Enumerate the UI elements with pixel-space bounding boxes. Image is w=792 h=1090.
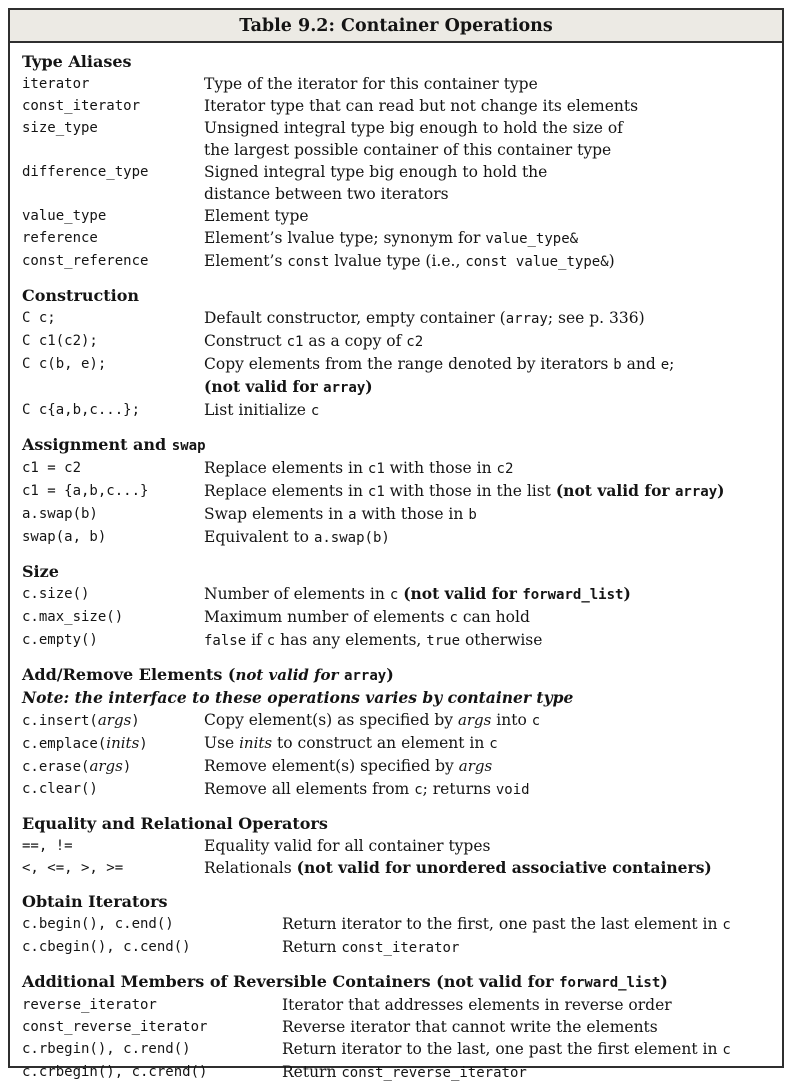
table-row — [22, 117, 770, 161]
operation-description: Equality valid for all container types — [204, 837, 491, 855]
section-rows — [22, 73, 770, 273]
operation-code: C c(b, e); — [22, 356, 107, 372]
table-body — [10, 43, 782, 1090]
operation-code: c.max_size() — [22, 609, 124, 625]
operation-code: C c1(c2); — [22, 333, 98, 349]
operation-description: Return iterator to the last, one past the first element in c — [282, 1040, 731, 1058]
table-row — [22, 857, 770, 879]
section-rows — [22, 457, 770, 549]
table-row — [22, 1061, 770, 1084]
section-rows — [22, 913, 770, 959]
table-row — [22, 250, 770, 273]
section-rows — [22, 994, 770, 1084]
operation-description: Element type — [204, 207, 309, 225]
operation-code: value_type — [22, 208, 107, 224]
operation-description: Use inits to construct an element in c — [204, 734, 498, 752]
operation-description: Return const_iterator — [282, 938, 460, 956]
operation-code: <, <=, >, >= — [22, 860, 124, 876]
operation-description: Number of elements in c (not valid for forward_list) — [204, 584, 631, 603]
operation-description: Signed integral type big enough to hold the distance between two iterators — [204, 163, 548, 203]
operation-description: Iterator type that can read but not change its elements — [204, 97, 639, 115]
operation-description: Default constructor, empty container (array; see p. 336) — [204, 309, 645, 327]
operation-code: difference_type — [22, 164, 149, 180]
section-construction — [22, 285, 770, 422]
table-row — [22, 583, 770, 606]
operation-code: const_reverse_iterator — [22, 1019, 208, 1035]
section-size — [22, 561, 770, 652]
section-heading: Add/Remove Elements (not valid for array) — [22, 665, 394, 684]
operation-description: Return const_reverse_iterator — [282, 1063, 527, 1081]
section-add-remove-elements-not-valid-for-array — [22, 664, 770, 801]
table-row — [22, 526, 770, 549]
table-row — [22, 1038, 770, 1061]
operation-code: c.begin(), c.end() — [22, 916, 174, 932]
table-title: Table 9.2: Container Operations — [10, 10, 782, 43]
table-row — [22, 307, 770, 330]
operation-code: c1 = {a,b,c...} — [22, 483, 149, 499]
table-row — [22, 913, 770, 936]
operation-description: Reverse iterator that cannot write the elements — [282, 1018, 658, 1036]
table-row — [22, 629, 770, 652]
operation-code: c.cbegin(), c.cend() — [22, 939, 191, 955]
operation-code: c.erase(args) — [22, 757, 132, 775]
operation-code: size_type — [22, 120, 98, 136]
operation-code: swap(a, b) — [22, 529, 107, 545]
operation-description: Copy elements from the range denoted by iterators b and e; (not valid for array) — [204, 355, 675, 396]
table-row — [22, 205, 770, 227]
section-rows — [22, 307, 770, 422]
section-heading: Construction — [22, 286, 140, 305]
operation-description: Replace elements in c1 with those in the list (not valid for array) — [204, 481, 725, 500]
operation-code: C c; — [22, 310, 56, 326]
table-row — [22, 330, 770, 353]
table-row — [22, 732, 770, 755]
operation-description: Remove all elements from c; returns void — [204, 780, 530, 798]
table-row — [22, 606, 770, 629]
section-rows — [22, 687, 770, 801]
operation-description: Return iterator to the first, one past the last element in c — [282, 915, 731, 933]
operation-description: Relationals (not valid for unordered associative containers) — [204, 858, 712, 877]
table-row — [22, 95, 770, 117]
operation-code: c.insert(args) — [22, 711, 140, 729]
section-additional-members-of-reversible-containers-not-valid-for-forward-list — [22, 971, 770, 1084]
section-equality-and-relational-operators — [22, 813, 770, 879]
operation-description: Maximum number of elements c can hold — [204, 608, 530, 626]
table-row — [22, 835, 770, 857]
operation-code: c.rbegin(), c.rend() — [22, 1041, 191, 1057]
operation-code: c.emplace(inits) — [22, 734, 148, 752]
table-row — [22, 353, 770, 399]
section-heading: Size — [22, 562, 59, 581]
operation-code: iterator — [22, 76, 90, 92]
operation-description: Construct c1 as a copy of c2 — [204, 332, 424, 350]
operation-description: Replace elements in c1 with those in c2 — [204, 459, 514, 477]
table-row — [22, 1016, 770, 1038]
section-rows — [22, 583, 770, 652]
operation-description: Swap elements in a with those in b — [204, 505, 477, 523]
section-heading: Equality and Relational Operators — [22, 814, 328, 833]
operation-description: List initialize c — [204, 401, 320, 419]
operation-description: Element’s const lvalue type (i.e., const value_type&) — [204, 252, 615, 270]
table-row — [22, 457, 770, 480]
section-note: Note: the interface to these operations varies by container type — [22, 688, 574, 707]
table-row — [22, 936, 770, 959]
operation-code: const_iterator — [22, 98, 141, 114]
table-row — [22, 994, 770, 1016]
operation-description: Remove element(s) specified by args — [204, 757, 493, 775]
table-row — [22, 73, 770, 95]
operation-description: Copy element(s) as specified by args into c — [204, 711, 541, 729]
operation-code: c.empty() — [22, 632, 98, 648]
section-heading: Assignment and swap — [22, 435, 206, 454]
operation-code: reverse_iterator — [22, 997, 157, 1013]
table-row — [22, 399, 770, 422]
operation-code: c1 = c2 — [22, 460, 82, 476]
table-row — [22, 778, 770, 801]
operation-code: const_reference — [22, 253, 149, 269]
operation-code: ==, != — [22, 838, 73, 854]
table-row — [22, 709, 770, 732]
operation-description: false if c has any elements, true otherwise — [204, 631, 543, 649]
section-assignment-and-swap — [22, 434, 770, 549]
section-obtain-iterators — [22, 891, 770, 959]
operation-code: c.clear() — [22, 781, 98, 797]
section-type-aliases — [22, 51, 770, 273]
operation-code: c.size() — [22, 586, 90, 602]
table-row — [22, 227, 770, 250]
table-row — [22, 503, 770, 526]
operation-description: Unsigned integral type big enough to hold the size of the largest possible container of this container type — [204, 119, 623, 159]
operation-code: C c{a,b,c...}; — [22, 402, 141, 418]
section-heading: Type Aliases — [22, 52, 132, 71]
table-row — [22, 161, 770, 205]
operation-description: Element’s lvalue type; synonym for value_type& — [204, 229, 579, 247]
operation-description: Type of the iterator for this container type — [204, 75, 538, 93]
operation-description: Iterator that addresses elements in reverse order — [282, 996, 672, 1014]
section-heading: Additional Members of Reversible Containers (not valid for forward_list) — [22, 972, 668, 991]
section-heading: Obtain Iterators — [22, 892, 168, 911]
container-operations-table — [8, 8, 784, 1081]
operation-description: Equivalent to a.swap(b) — [204, 528, 390, 546]
operation-code: reference — [22, 230, 98, 246]
table-row — [22, 755, 770, 778]
section-rows — [22, 835, 770, 879]
operation-code: c.crbegin(), c.crend() — [22, 1064, 208, 1080]
operation-code: a.swap(b) — [22, 506, 98, 522]
table-row — [22, 480, 770, 503]
